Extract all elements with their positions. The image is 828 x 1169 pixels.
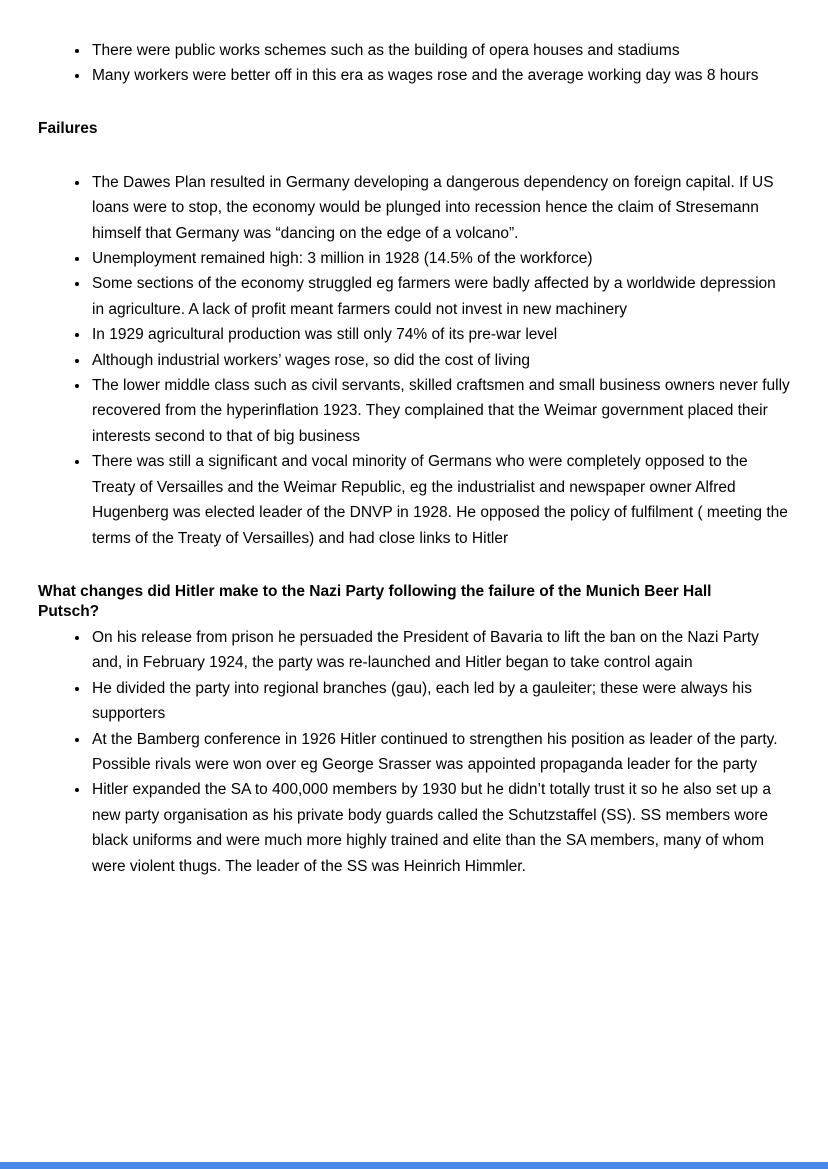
hitler-changes-bullet-list (38, 625, 790, 879)
list-item: • At the Bamberg conference in 1926 Hitler continued to strengthen his position as leader of the party. Possible rivals were won over eg George Srasser was appointed propaganda leader for the party (90, 727, 790, 778)
list-item: • Unemployment remained high: 3 million in 1928 (14.5% of the workforce) (90, 246, 790, 271)
list-item: • In 1929 agricultural production was still only 74% of its pre-war level (90, 322, 790, 347)
page-bottom-bar (0, 1162, 828, 1169)
failures-bullet-list (38, 170, 790, 551)
list-item: • There were public works schemes such as the building of opera houses and stadiums (90, 38, 790, 63)
list-item: • There was still a significant and vocal minority of Germans who were completely opposed to the Treaty of Versailles and the Weimar Republic, eg the industrialist and newspaper owner Alfred Hugenberg was elected leader of the DNVP in 1928. He opposed the policy of fulfilment ( meeting the terms of the Treaty of Versailles) and had close links to Hitler (90, 449, 790, 551)
failures-heading: Failures (38, 119, 98, 137)
intro-bullet-list (38, 38, 790, 89)
list-item: • He divided the party into regional branches (gau), each led by a gauleiter; these were always his supporters (90, 676, 790, 727)
list-item: • Although industrial workers’ wages rose, so did the cost of living (90, 348, 790, 373)
list-item: • Hitler expanded the SA to 400,000 members by 1930 but he didn’t totally trust it so he also set up a new party organisation as his private body guards called the Schutzstaffel (SS). SS members wore black uniforms and were much more highly trained and elite than the SA members, many of whom were violent thugs. The leader of the SS was Heinrich Himmler. (90, 777, 790, 879)
list-item: • Some sections of the economy struggled eg farmers were badly affected by a worldwide depression in agriculture. A lack of profit meant farmers could not invest in new machinery (90, 271, 790, 322)
list-item: • The Dawes Plan resulted in Germany developing a dangerous dependency on foreign capital. If US loans were to stop, the economy would be plunged into recession hence the claim of Stresemann himself that Germany was “dancing on the edge of a volcano”. (90, 170, 790, 246)
list-item: • On his release from prison he persuaded the President of Bavaria to lift the ban on the Nazi Party and, in February 1924, the party was re-launched and Hitler began to take control again (90, 625, 790, 676)
hitler-changes-heading: What changes did Hitler make to the Nazi Party following the failure of the Munich Beer Hall Putsch? (38, 582, 712, 620)
list-item: • Many workers were better off in this era as wages rose and the average working day was 8 hours (90, 63, 790, 88)
list-item: • The lower middle class such as civil servants, skilled craftsmen and small business owners never fully recovered from the hyperinflation 1923. They complained that the Weimar government placed their interests second to that of big business (90, 373, 790, 449)
